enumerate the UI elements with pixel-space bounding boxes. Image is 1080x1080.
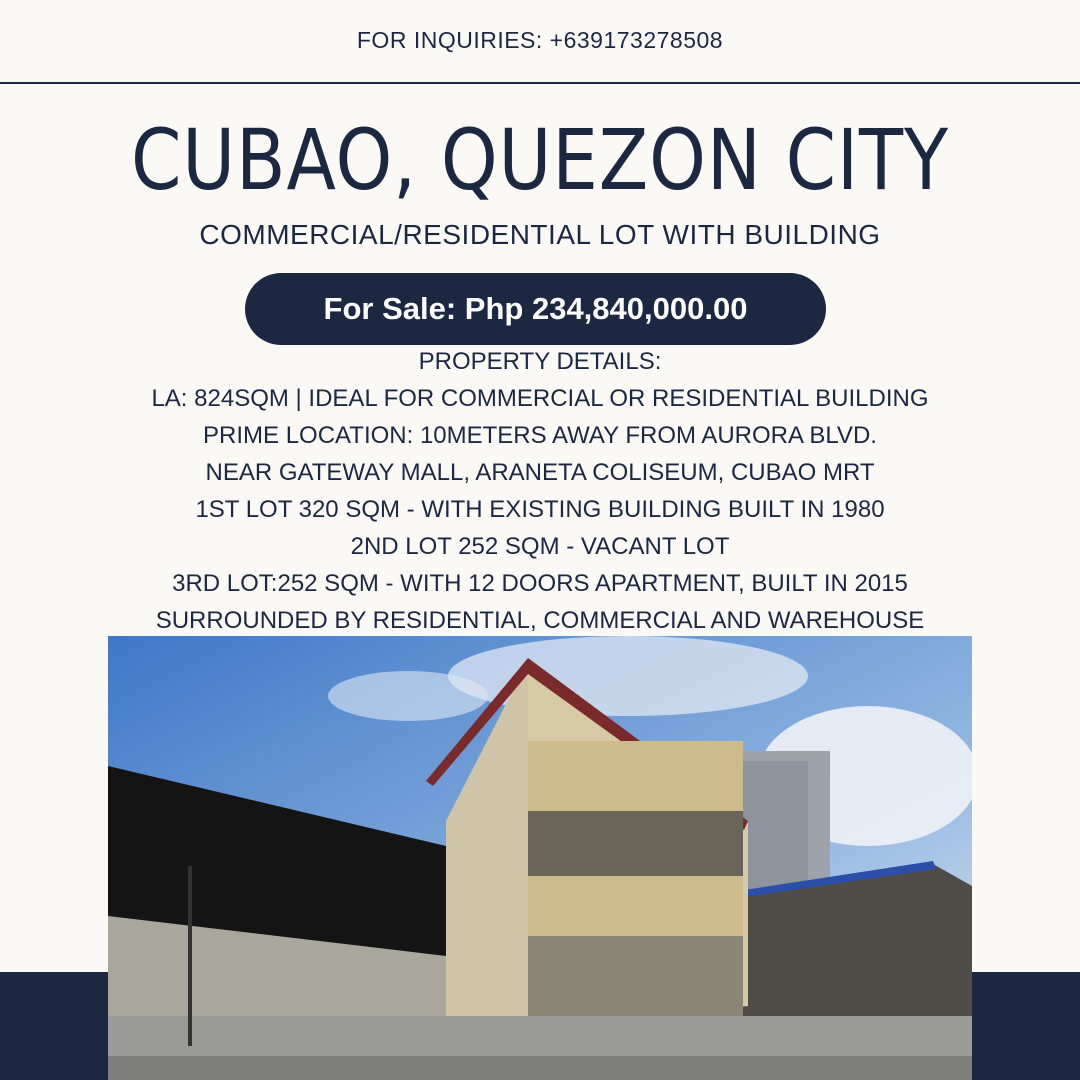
details-heading: PROPERTY DETAILS: (418, 348, 662, 375)
price-text: For Sale: Php 234,840,000.00 (323, 291, 748, 326)
decor-block-left (0, 972, 108, 1080)
property-photo (108, 636, 972, 1080)
detail-line: 2ND LOT 252 SQM - VACANT LOT (350, 533, 730, 560)
detail-line: SURROUNDED BY RESIDENTIAL, COMMERCIAL AND WAREHOUSE (155, 607, 925, 634)
detail-line: LA: 824SQM | IDEAL FOR COMMERCIAL OR RESIDENTIAL BUILDING (151, 385, 929, 412)
inquiries-phone: FOR INQUIRIES: +639173278508 (356, 27, 724, 53)
detail-line: 3RD LOT:252 SQM - WITH 12 DOORS APARTMENT, BUILT IN 2015 (172, 570, 908, 597)
divider (0, 82, 1080, 84)
page-title: CUBAO, QUEZON CITY (130, 111, 950, 209)
detail-line: 1ST LOT 320 SQM - WITH EXISTING BUILDING BUILT IN 1980 (195, 496, 885, 523)
property-details (0, 343, 1080, 639)
decor-block-right (972, 972, 1080, 1080)
subtitle: COMMERCIAL/RESIDENTIAL LOT WITH BUILDING (199, 219, 881, 250)
detail-line: PRIME LOCATION: 10METERS AWAY FROM AURORA BLVD. (203, 422, 877, 449)
detail-line: NEAR GATEWAY MALL, ARANETA COLISEUM, CUBAO MRT (205, 459, 875, 486)
price-badge (245, 273, 826, 345)
